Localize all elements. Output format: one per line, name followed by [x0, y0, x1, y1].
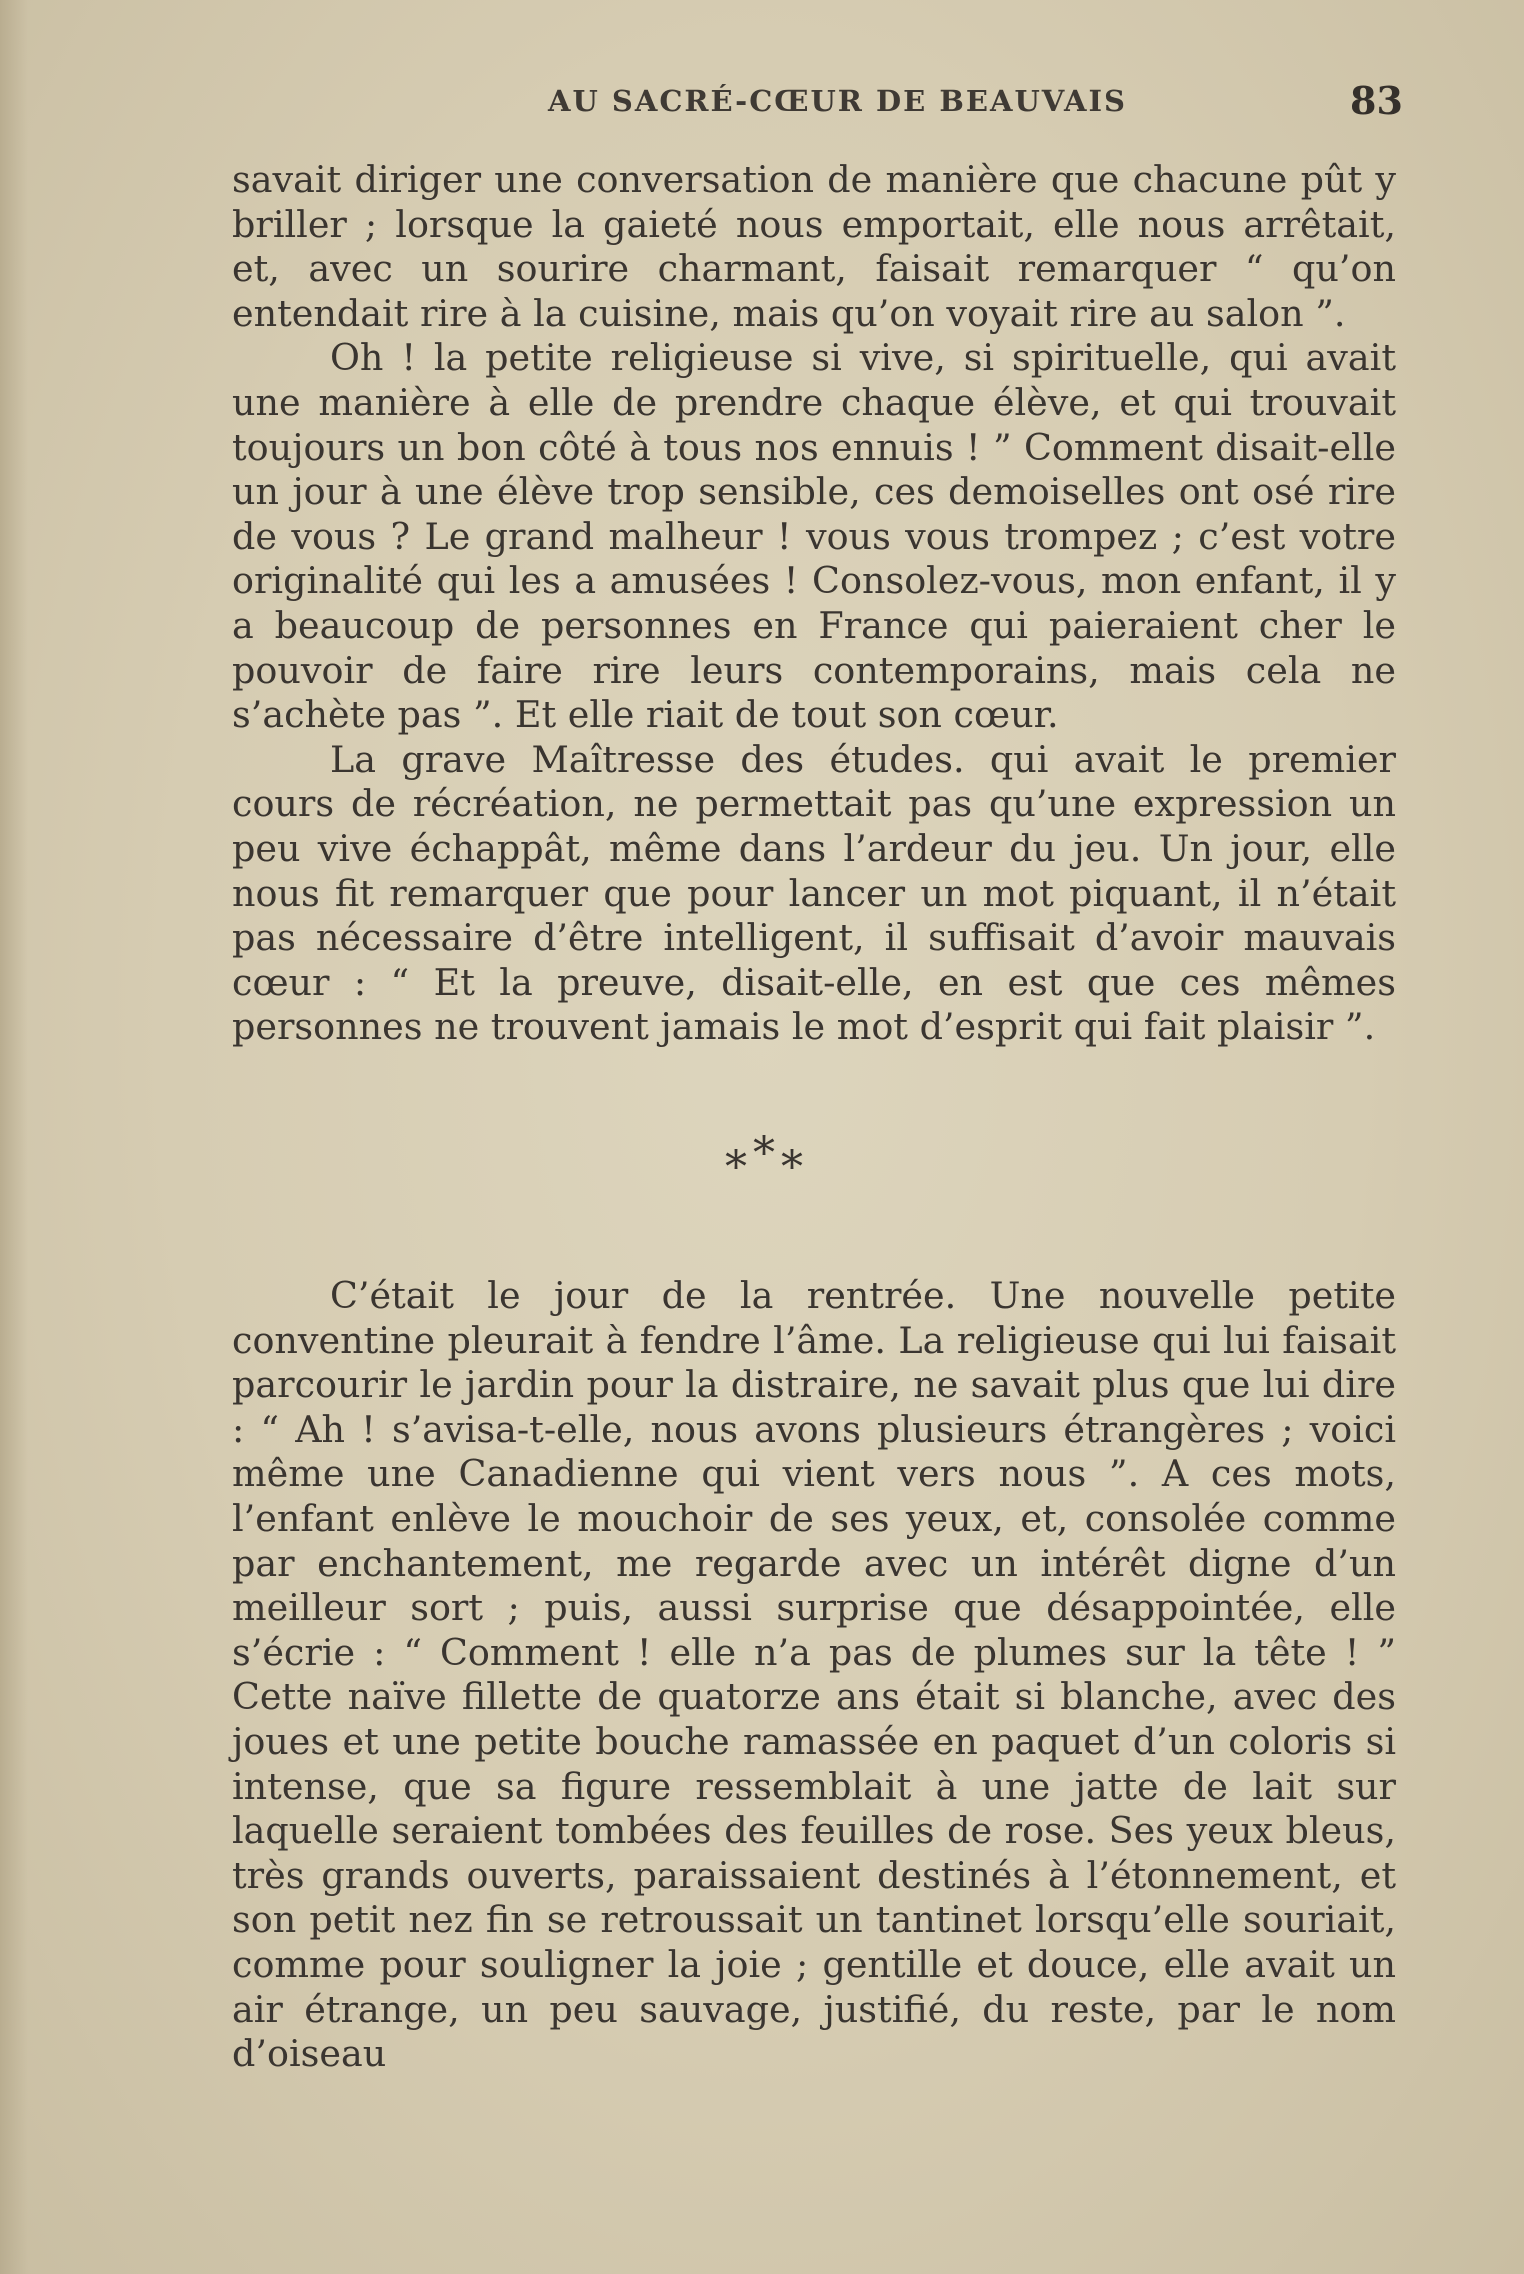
- running-header: [0, 78, 1524, 126]
- paragraph-petite-religieuse: Oh ! la petite religieuse si vive, si spirituelle, qui avait une manière à elle de prendre chaque élève, et qui trouvait toujours un bon côté à tous nos ennuis ! ” Comment disait-elle un jour à une élève trop sensible, ces demoiselles ont osé rire de vous ? Le grand malheur ! vous vous trompez ; c’est votre originalité qui les a amusées ! Consolez-vous, mon enfant, il y a beaucoup de personnes en France qui paieraient cher le pouvoir de faire rire leurs contemporains, mais cela ne s’achète pas ”. Et elle riait de tout son cœur.: [232, 336, 1396, 737]
- paragraph-continuation: savait diriger une conversation de manière que chacune pût y briller ; lorsque la gaieté nous emportait, elle nous arrêtait, et, avec un sourire charmant, faisait remarquer “ qu’on entendait rire à la cuisine, mais qu’on voyait rire au salon ”.: [232, 158, 1396, 335]
- paragraph-jour-de-la-rentree: C’était le jour de la rentrée. Une nouvelle petite conventine pleurait à fendre l’âme. La religieuse qui lui faisait parcourir le jardin pour la distraire, ne savait plus que lui dire : “ Ah ! s’avisa-t-elle, nous avons plusieurs étrangères ; voici même une Canadienne qui vient vers nous ”. A ces mots, l’enfant enlève le mouchoir de ses yeux, et, consolée comme par enchantement, me regarde avec un intérêt digne d’un meilleur sort ; puis, aussi surprise que désappointée, elle s’écrie : “ Comment ! elle n’a pas de plumes sur la tête ! ” Cette naïve fillette de quatorze ans était si blanche, avec des joues et une petite bouche ramassée en paquet d’un coloris si intense, que sa figure ressemblait à une jatte de lait sur laquelle seraient tombées des feuilles de rose. Ses yeux bleus, très grands ouverts, paraissaient destinés à l’étonnement, et son petit nez fin se retroussait un tantinet lorsqu’elle souriait, comme pour souligner la joie ; gentille et douce, elle avait un air étrange, un peu sauvage, justifié, du reste, par le nom d’oiseau: [232, 1274, 1396, 2076]
- asterism-separator: [0, 1128, 1524, 1193]
- running-title: AU SACRÉ-CŒUR DE BEAUVAIS: [548, 84, 1127, 118]
- text-section-2: [232, 1274, 1396, 2077]
- asterisk-middle: *: [753, 1128, 771, 1179]
- page-edge-shadow: [0, 0, 28, 2274]
- asterisk-left: *: [725, 1142, 743, 1193]
- text-section-1: [232, 158, 1396, 1050]
- page-number: 83: [1350, 78, 1403, 123]
- paragraph-maitresse-des-etudes: La grave Maîtresse des études. qui avait le premier cours de récréation, ne permettait pas qu’une expression un peu vive échappât, même dans l’ardeur du jeu. Un jour, elle nous fit remarquer que pour lancer un mot piquant, il n’était pas nécessaire d’être intelligent, il suffisait d’avoir mauvais cœur : “ Et la preuve, disait-elle, en est que ces mêmes personnes ne trouvent jamais le mot d’esprit qui fait plaisir ”.: [232, 737, 1396, 1049]
- asterisk-right: *: [781, 1142, 799, 1193]
